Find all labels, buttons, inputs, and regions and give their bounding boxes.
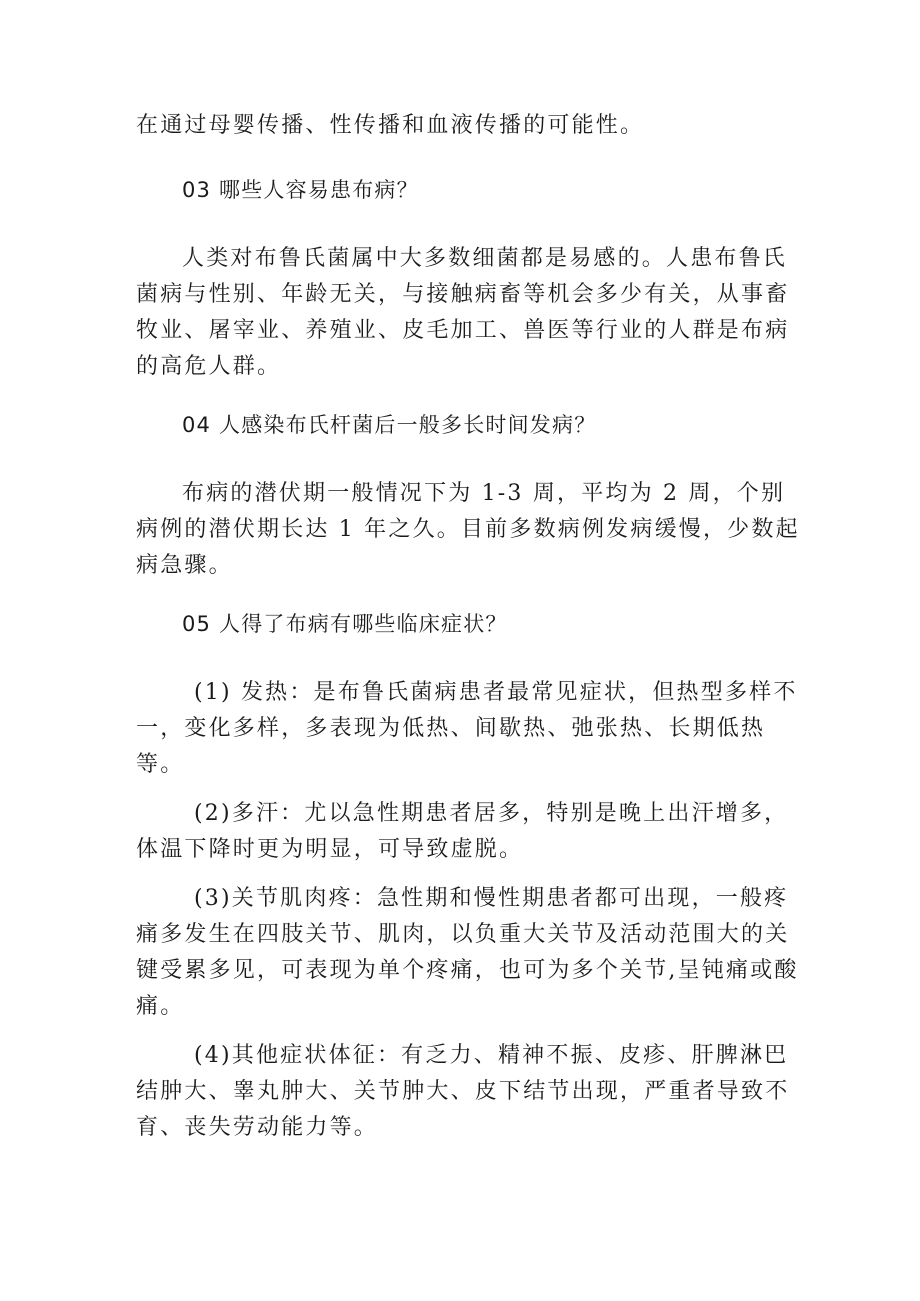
symptom-sweating: (2)多汗：尤以急性期患者居多，特别是晚上出汗增多，体温下降时更为明显，可导致虚脱。	[136, 801, 789, 862]
question-heading-04: 04 人感染布氏杆菌后一般多长时间发病？	[182, 413, 597, 437]
document-page	[136, 108, 806, 1146]
symptom-fever: (1) 发热：是布鲁氏菌病患者最常见症状，但热型多样不一，变化多样，多表现为低热、间歇热、弛张热、长期低热等。	[136, 680, 798, 777]
answer-paragraph-03: 人类对布鲁氏菌属中大多数细菌都是易感的。人患布鲁氏菌病与性别、年龄无关，与接触病畜等机会多少有关，从事畜牧业、屠宰业、养殖业、皮毛加工、兽医等行业的人群是布病的高危人群。	[136, 246, 790, 379]
question-heading-05: 05 人得了布病有哪些临床症状？	[182, 612, 508, 636]
paragraph-continuation: 在通过母婴传播、性传播和血液传播的可能性。	[136, 113, 645, 138]
symptom-joint-pain: (3)关节肌肉疼：急性期和慢性期患者都可出现，一般疼痛多发生在四肢关节、肌肉，以负重大关节及活动范围大的关键受累多见，可表现为单个疼痛，也可为多个关节,呈钝痛或酸痛。	[136, 886, 799, 1019]
answer-paragraph-04: 布病的潜伏期一般情况下为 1-3 周，平均为 2 周，个别病例的潜伏期长达 1 年之久。目前多数病例发病缓慢，少数起病急骤。	[136, 481, 800, 578]
question-heading-03: 03 哪些人容易患布病？	[182, 178, 419, 202]
symptom-other: (4)其他症状体征：有乏力、精神不振、皮疹、肝脾淋巴结肿大、睾丸肿大、关节肿大、皮下结节出现，严重者导致不育、丧失劳动能力等。	[136, 1043, 790, 1140]
